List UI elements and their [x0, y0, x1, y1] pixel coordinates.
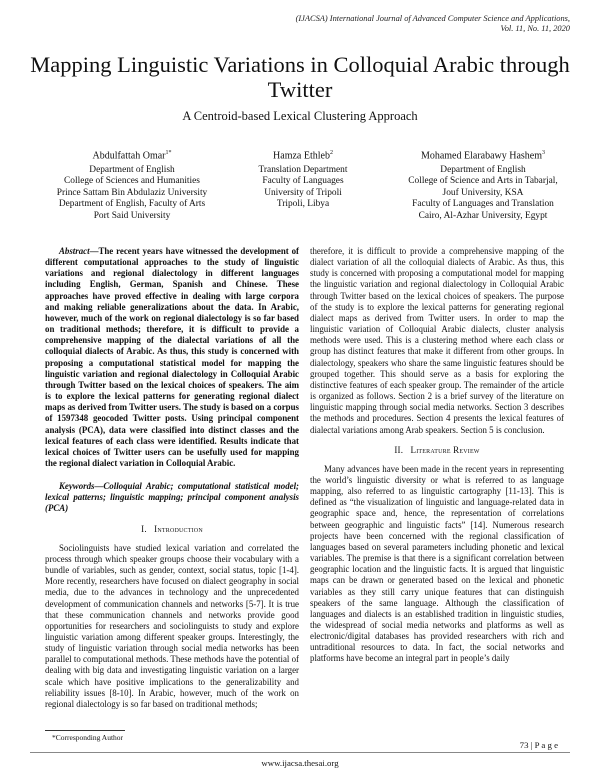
paper-subtitle: A Centroid-based Lexical Clustering Approach	[182, 109, 418, 123]
author-affiliation: Jouf University, KSA	[442, 187, 524, 198]
right-column	[310, 246, 564, 665]
journal-name: (IJACSA) International Journal of Advanced Computer Science and Applications,	[295, 14, 570, 23]
left-column	[45, 246, 299, 710]
author-affiliation: Translation Department	[258, 164, 348, 175]
author-affiliation: College of Sciences and Humanities	[64, 176, 200, 187]
author-name: Mohamed Elarabawy Hashem	[420, 150, 543, 162]
section-title: Introduction	[154, 523, 203, 534]
abstract	[45, 246, 299, 469]
journal-url: www.ijacsa.thesai.org	[261, 758, 339, 768]
journal-volume: Vol. 11, No. 11, 2020	[500, 24, 570, 33]
keywords-text: —Colloquial Arabic; computational statistical model; lexical patterns; linguistic mapping; principal component analysis (PCA)	[45, 481, 299, 514]
keywords	[45, 481, 299, 514]
author-affiliation: Faculty of Languages	[262, 176, 344, 187]
section-heading	[45, 524, 299, 535]
author-superscript: 2	[329, 150, 333, 156]
author-block	[378, 148, 588, 222]
section-title: Literature Review	[410, 444, 480, 455]
keywords-label: Keywords	[59, 481, 95, 492]
author-affiliation: Department of English	[89, 164, 175, 175]
section-number: II.	[394, 444, 404, 455]
author-block	[238, 148, 368, 211]
author-superscript: 3	[542, 150, 546, 156]
author-affiliation: Tripoli, Libya	[276, 199, 330, 210]
footer-rule	[30, 752, 570, 753]
section-number: I.	[141, 523, 147, 534]
author-affiliation: College of Science and Arts in Tabarjal,	[408, 176, 558, 187]
author-affiliation: Port Said University	[93, 210, 171, 221]
author-superscript: 1*	[165, 150, 172, 156]
footnote-rule	[45, 730, 125, 731]
body-paragraph: therefore, it is difficult to provide a comprehensive mapping of the dialect variation of all the colloquial dialects of Arabic. As thus, this study is concerned with proposing a computational model for mapping the linguistic variation and regional dialectology in Colloquial Arabic through Twitter based on the lexical choices of speakers. The purpose of the study is to explore the lexical patterns for generating regional dialect maps as derived from Twitter users. In order to map the linguistic variation of Colloquial Arabic dialects, cluster analysis methods were used. This is a clustering method where each class or group has distinct features that make it different from other groups. In dialectology, speakers who share the same linguistic features should be grouped together. This should serve as a basis for exploring the distinctive features of each speaker group. The remainder of the article is organized as follows. Section 2 is a brief survey of the literature on linguistic mapping through social media networks. Section 3 describes the methods and procedures. Section 4 presents the lexical features of dialectal variations among Arab speakers. Section 5 is conclusion.	[310, 246, 564, 435]
author-name: Abdulfattah Omar	[92, 150, 166, 162]
body-paragraph: Many advances have been made in the recent years in representing the world’s linguistic diversity or what is referred to as language mapping, also referred to as linguistic cartography [11-13]. This is defined as “the visualization of linguistic and language-related data in geographic space and, hence, the representation of correlations between geographic and linguistic facts” [14]. Numerous research projects have been concerned with the regional classification of languages based on several parameters including phonetic and lexical variables. The premise is that there is a significant correlation between geographic location and the linguistic facts. It is argued that linguistic maps can be drawn or generated based on the lexical and phonetic variables as they still carry unique features that can distinguish speakers of the same language. Although the classification of languages and dialects is an established tradition in linguistic studies, the widespread of social media networks and platforms as well as electronic/digital databases has provided researchers with rich and untraditional resources to data. In fact, the social networks and platforms have become an integral part in people’s daily	[310, 463, 564, 664]
running-header	[190, 14, 570, 34]
author-block	[42, 148, 222, 222]
author-affiliation: Faculty of Languages and Translation	[412, 199, 554, 210]
author-affiliation: University of Tripoli	[264, 187, 342, 198]
author-name: Hamza Ethleb	[273, 150, 330, 162]
author-affiliation: Department of English, Faculty of Arts	[58, 199, 206, 210]
page-number: 73 | P a g e	[519, 740, 558, 750]
section-heading	[310, 445, 564, 456]
abstract-label: Abstract	[59, 246, 90, 256]
body-paragraph: Sociolinguists have studied lexical variation and correlated the process through which speaker groups choose their vocabulary with a bundle of variables, such as gender, context, social status, topic [1-4]. More recently, researchers have focused on dialect geography in social media, due to the advances in technology and the unprecedented development of communication channels and networks [5-7]. It is true that these communication channels and networks provide good opportunities for researchers and sociolinguists to study and explore linguistic variation among different speaker groups. Interestingly, the study of linguistic variation through social media networks has been parallel to computational methods. These methods have the potential of dealing with big data and investigating linguistic variation on a larger scale which have positive implications to the generalizability and reliability issues [8-10]. In Arabic, however, much of the work on regional dialectology is so far based on traditional methods;	[45, 542, 299, 709]
author-affiliation: Cairo, Al-Azhar University, Egypt	[418, 210, 548, 221]
footnote: *Corresponding Author	[52, 733, 124, 742]
abstract-text: —The recent years have witnessed the development of different computational approaches to the study of linguistic variations and regional dialectology in different languages including English, German, Spanish and Chinese. These approaches have proved effective in dealing with large corpora and making reliable generalizations about the data. In Arabic, however, much of the work on regional dialectology is so far based on traditional methods; therefore, it is difficult to provide a comprehensive mapping of the dialectal variations of all the colloquial dialects of Arabic. As thus, this study is concerned with proposing a computational statistical model for mapping the linguistic variation and regional dialectology in Colloquial Arabic through Twitter based on the lexical choices of speakers. The aim is to explore the lexical patterns for generating regional dialect maps as derived from Twitter users. The study is based on a corpus of 1597348 geocoded Twitter posts. Using principal component analysis (PCA), data were classified into distinct classes and the lexical features of each class were identified. Results indicate that lexical choices of Twitter users can be usefully used for mapping the regional dialect variation in Colloquial Arabic.	[45, 246, 299, 468]
author-affiliation: Department of English	[440, 164, 526, 175]
paper-title: Mapping Linguistic Variations in Colloquial Arabic through Twitter	[30, 52, 570, 102]
author-affiliation: Prince Sattam Bin Abdulaziz University	[56, 187, 208, 198]
